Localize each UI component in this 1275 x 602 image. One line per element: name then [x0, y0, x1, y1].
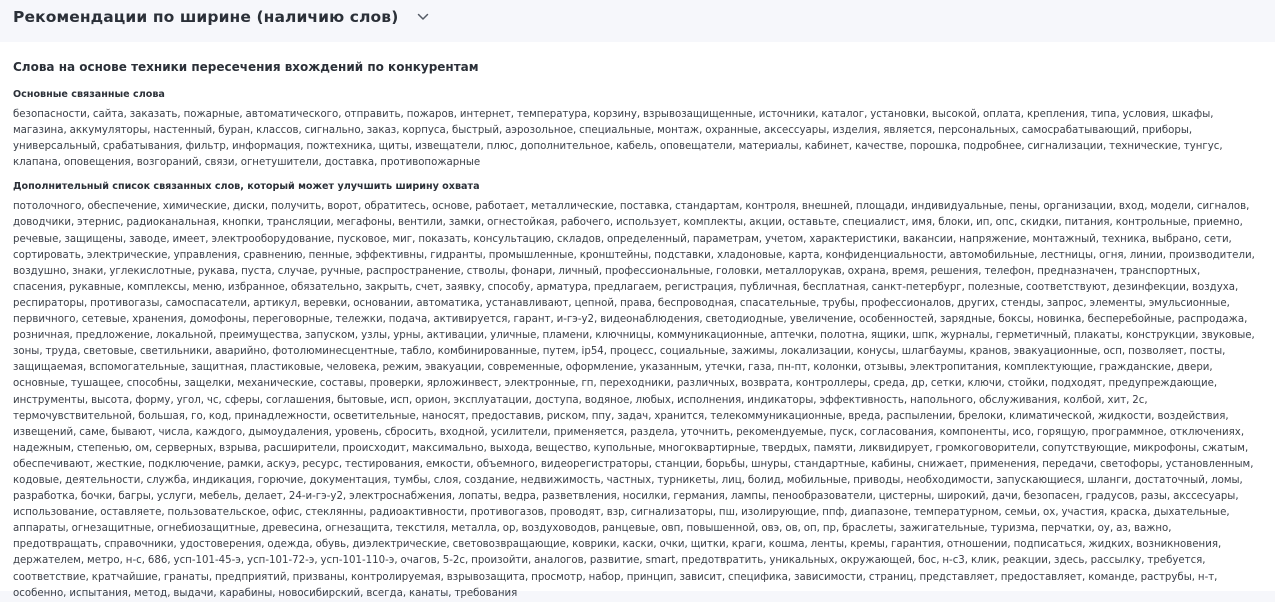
- extra-words-list: потолочного, обеспечение, химические, диски, получить, ворот, обратитесь, основе, работает, металлические, поставка, стандартам, контроля, внешней, площади, индивидуальные, пены, организации, вход, модели, сигналов, доводчики, этернис, радиоканальная, кнопки, трансляции, мегафоны, вентили, замки, огнестойкая, рабочего, использует, комплекты, акции, оставьте, специалист, имя, блоки, ип, опс, скидки, питания, контрольные, приемно, речевые, защищены, заводе, имеет, электрооборудование, пусковое, миг, показать, консультацию, складов, определенный, параметрам, учетом, характеристики, вакансии, напряжение, монтажный, техника, выбрано, сети, сортировать, электрические, управления, сравнению, пенные, эффективны, гидранты, промышленные, кронштейны, подставки, хладоновые, карта, конфиденциальности, автомобильные, лестницы, огня, линии, производители, воздушно, знаки, углекислотные, рукава, пуста, случае, ручные, распространение, стволы, фонари, личный, профессиональные, головки, металлорукав, охрана, время, решения, телефон, предназначен, транспортных, спасения, рукавные, комплексы, меню, избранное, обязательно, закрыть, счет, заявку, способу, арматура, предлагаем, регистрация, публичная, бесплатная, санкт-петербург, полезные, соответствуют, дезинфекции, воздуха, респираторы, противогазы, самоспасатели, артикул, веревки, основании, автоматика, устанавливают, цепной, права, беспроводная, спасательные, трубы, профессионалов, других, стенды, запрос, элементы, эмульсионные, первичного, сетевые, хранения, домофоны, переговорные, тележки, подача, активируется, гарант, и-гэ-у2, видеонаблюдения, светодиодные, увеличение, особенностей, зарядные, боксы, новинка, бесперебойные, распродажа, розничная, предложение, локальной, преимущества, запуском, узлы, урны, активации, уличные, пламени, ключницы, коммуникационные, аптечки, полотна, ящики, шпк, журналы, герметичный, плакаты, конструкции, звуковые, зоны, труда, световые, светильники, аварийно, фотолюминесцентные, табло, комбинированные, путем, ip54, процесс, социальные, зажимы, локализации, конусы, шлагбаумы, кранов, эвакуационные, осп, позволяет, посты, защищаемая, вспомогательные, защитная, пластиковые, человека, режим, эвакуации, современные, оформление, указанным, утечки, газа, пн-пт, колонки, отзывы, электропитания, комплектующие, гражданские, двери, основные, тушащее, способны, защелки, механические, составы, проверки, ярложинвест, электронные, гп, переходники, различных, возврата, контроллеры, среда, др, сетки, ключи, стойки, подходят, предупреждающие, инструменты, высота, форму, угол, чс, сферы, соглашения, бытовые, исп, орион, эксплуатации, доступа, водяное, любых, исполнения, индикаторы, эффективность, напольного, обслуживания, колбой, хит, 2с, термочувствительной, большая, го, код, принадлежности, осветительные, наносят, предоставив, риском, ппу, задач, хранится, телекоммуникационные, вреда, распылении, брелоки, климатической, жидкости, воздействия, извещений, саме, бывают, числа, каждого, дымоудаления, уровень, сбросить, входной, усилители, применяется, раздела, уточнить, рекомендуемые, пуск, согласования, компоненты, исо, горящую, программное, отключениях, надежным, степенью, ом, серверных, взрыва, расширители, происходит, максимально, выхода, вещество, купольные, многоквартирные, твердых, памяти, ликвидирует, громкоговорители, сопутствующие, микрофоны, сжатым, обеспечивают, жесткие, подключение, рамки, аскуэ, ресурс, тестирования, емкости, объемного, видеорегистраторы, станции, борьбы, шнуры, стандартные, кабины, снижает, применения, передачи, светофоры, установленным, кодовые, деятельности, служба, индикация, горючие, документация, тумбы, слоя, создание, недвижимость, частных, турникеты, лиц, болид, мобильные, приводы, необходимости, запускающиеся, шланги, достаточный, ломы, разработка, бочки, багры, услуги, мебель, делает, 24-и-гэ-у2, электроснабжения, лопаты, ведра, разветвления, носилки, германия, лампы, пенообразователи, цистерны, широкий, дачи, безопасен, градусов, разы, акссесуары, использование, оставляете, пользовательское, офис, стеклянны, радиоактивности, противогазов, проводят, взр, сигнализаторы, пш, изолирующие, ппф, диапазоне, температурном, семьи, ох, участия, краска, дыхательные, аппараты, огнезащитные, огнебиозащитные, древесина, огнезащита, текстиля, металла, ор, воздуховодов, ранцевые, овп, повышенной, овэ, ов, оп, пр, браслеты, зажигательные, туризма, перчатки, оу, аз, важно, предотвращать, справочники, удостоверения, одежда, обувь, диэлектрические, световозвращающие, коврики, каски, очки, щитки, краги, кошма, ленты, кремы, гарантия, отношении, подписаться, жидких, возникновения, держателем, метро, н-с, 686, усп-101-45-э, усп-101-72-э, усп-101-110-э, очагов, 5-2с, произойти, аналогов, развитие, smart, предотвратить, уникальных, окружающей, бос, н-с3, клик, реакции, здесь, рассылку, требуется, соответствие, кратчайшие, гранаты, предприятий, призваны, контролируемая, взрывозащита, просмотр, набор, принцип, зависит, специфика, зависимости, страниц, представляет, предоставляет, команде, раструбы, н-т, особенно, испытания, метод, выдачи, карабины, новосибирский, всегда, канаты, требования: [13, 201, 1255, 599]
- extra-words-heading: Дополнительный список связанных слов, который может улучшить ширину охвата: [13, 181, 480, 193]
- section-header: [0, 0, 1275, 34]
- main-words-heading: Основные связанные слова: [13, 89, 165, 100]
- chevron-down-icon[interactable]: [416, 10, 430, 24]
- panel-heading: Слова на основе техники пересечения вхождений по конкурентам: [13, 60, 479, 74]
- section-title: Рекомендации по ширине (наличию слов): [13, 8, 399, 26]
- recommendations-panel: [0, 42, 1275, 599]
- main-words-list: безопасности, сайта, заказать, пожарные, автоматического, отправить, пожаров, интернет, температура, корзину, взрывозащищенные, источники, каталог, установки, высокой, оплата, крепления, типа, условия, шкафы, магазина, аккумуляторы, настенный, буран, классов, сигнально, заказ, корпуса, быстрый, аэрозольное, специальные, монтаж, охранные, аксессуары, изделия, является, персональных, самосрабатывающий, приборы, универсальный, срабатывания, фильтр, информация, пожтехника, щиты, извещатели, плюс, дополнительное, кабель, оповещатели, материалы, кабинет, качестве, порошка, подробнее, сигнализации, технические, тунгус, клапана, оповещения, возгораний, связи, огнетушители, доставка, противопожарные: [13, 109, 1223, 169]
